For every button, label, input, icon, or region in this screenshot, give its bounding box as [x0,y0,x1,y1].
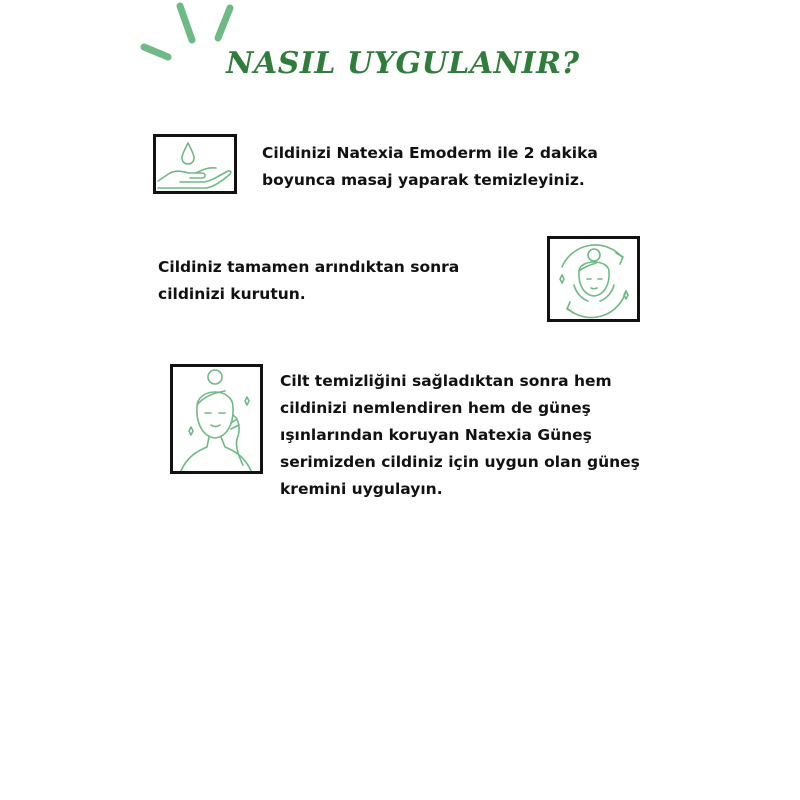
step-2-line-1: Cildiniz tamamen arındıktan sonra [158,258,460,276]
face-cream-icon [173,367,260,471]
step-1-icon-frame [153,134,237,194]
step-3-line-3: ışınlarından koruyan Natexia Güneş [280,426,592,444]
step-2-line-2: cildinizi kurutun. [158,285,306,303]
step-2-text [158,254,459,308]
step-3-text [280,368,640,503]
step-2-icon-frame [547,236,640,322]
step-3-line-5: kremini uygulayın. [280,480,443,498]
step-3-line-4: serimizden cildiniz için uygun olan güneş [280,453,640,471]
hand-water-drop-icon [156,137,234,191]
step-3-line-1: Cilt temizliğini sağladıktan sonra hem [280,372,612,390]
page-title: NASIL UYGULANIR? [226,46,580,81]
step-1-line-2: boyunca masaj yaparak temizleyiniz. [262,171,585,189]
step-1-line-1: Cildinizi Natexia Emoderm ile 2 dakika [262,144,598,162]
step-1-text [262,140,598,194]
step-3-line-2: cildinizi nemlendiren hem de güneş [280,399,591,417]
step-3-icon-frame [170,364,263,474]
face-cleansing-icon [550,239,637,319]
